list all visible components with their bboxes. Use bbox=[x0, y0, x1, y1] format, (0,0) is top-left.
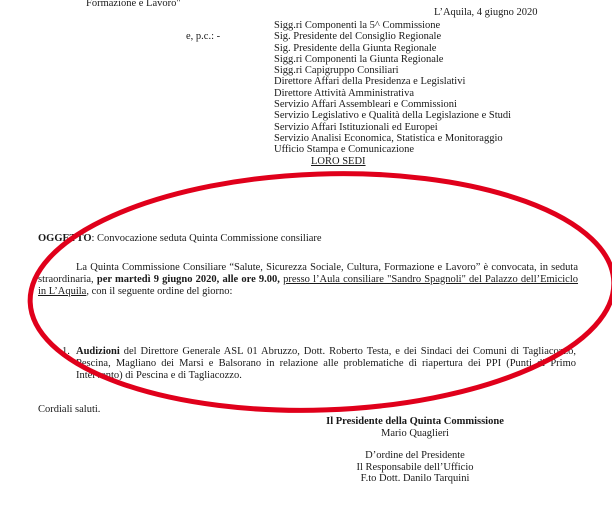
recipient-line: Servizio Affari Istituzionali ed Europei bbox=[274, 121, 438, 133]
agenda-item-title: Audizioni bbox=[76, 346, 120, 357]
subject-line bbox=[38, 233, 322, 245]
signature-line-3: F.to Dott. Danilo Tarquini bbox=[360, 473, 470, 484]
recipient-line: Servizio Affari Assembleari e Commissioni bbox=[274, 99, 457, 111]
signature-name: Mario Quaglieri bbox=[381, 427, 449, 439]
recipient-line: Sigg.ri Capigruppo Consiliari bbox=[274, 65, 399, 77]
recipient-line: Sig. Presidente della Giunta Regionale bbox=[274, 42, 437, 54]
body-paragraph bbox=[38, 262, 578, 297]
recipient-line: Direttore Affari della Presidenza e Legislativi bbox=[274, 76, 466, 88]
closing-salutation: Cordiali saluti. bbox=[38, 404, 101, 415]
agenda-item-text: del Direttore Generale ASL 01 Abruzzo, Dott. Roberto Testa, e dei Sindaci dei Comuni di Tagliacozzo, Pescina, Magliano dei Marsi e Balsorano in relazione alle problematiche di riapertura dei PPI (Punti di Primo Intervento) di Pescina e di Tagliacozzo. bbox=[76, 346, 576, 381]
body-text-1: La Quinta Commissione Consiliare “Salute, Sicurezza Sociale, Cultura, Formazione e Lavoro” è convocata, in seduta straordinaria, bbox=[38, 262, 578, 285]
signature-block bbox=[290, 416, 540, 485]
signature-line-2: Il Responsabile dell’Ufficio bbox=[356, 461, 474, 473]
recipients-footer: LORO SEDI bbox=[311, 155, 366, 167]
recipient-line: Ufficio Stampa e Comunicazione bbox=[274, 144, 415, 156]
recipient-line: Sig. Presidente del Consiglio Regionale bbox=[274, 31, 442, 43]
subject-label: OGGETTO bbox=[38, 233, 92, 244]
meeting-datetime: per martedì 9 giugno 2020, alle ore 9.00, bbox=[96, 273, 280, 285]
agenda-item bbox=[62, 346, 576, 381]
recipient-line: Direttore Attività Amministrativa bbox=[274, 87, 414, 99]
recipient-line: Sigg.ri Componenti la 5^ Commissione bbox=[274, 20, 441, 31]
cc-label: e, p.c.: - bbox=[186, 31, 221, 42]
recipient-line: Servizio Analisi Economica, Statistica e Monitoraggio bbox=[274, 132, 503, 144]
recipient-line: Sigg.ri Componenti la Giunta Regionale bbox=[274, 53, 444, 65]
signature-line-1: D’ordine del Presidente bbox=[365, 450, 465, 461]
meeting-location: presso l’Aula consiliare "Sandro Spagnoli" del Palazzo dell’Emiciclo in L’Aquila bbox=[38, 273, 579, 297]
agenda-item-number: 1. bbox=[62, 346, 70, 357]
subject-text: : Convocazione seduta Quinta Commissione consiliare bbox=[91, 233, 322, 244]
date-line: L’Aquila, 4 giugno 2020 bbox=[434, 7, 538, 18]
header-continuation: Formazione e Lavoro" bbox=[86, 0, 181, 9]
signature-title: Il Presidente della Quinta Commissione bbox=[326, 416, 504, 427]
recipient-line: Servizio Legislativo e Qualità della Legislazione e Studi bbox=[274, 110, 512, 122]
recipient-list bbox=[274, 20, 511, 167]
body-text-2: , con il seguente ordine del giorno: bbox=[86, 285, 233, 297]
